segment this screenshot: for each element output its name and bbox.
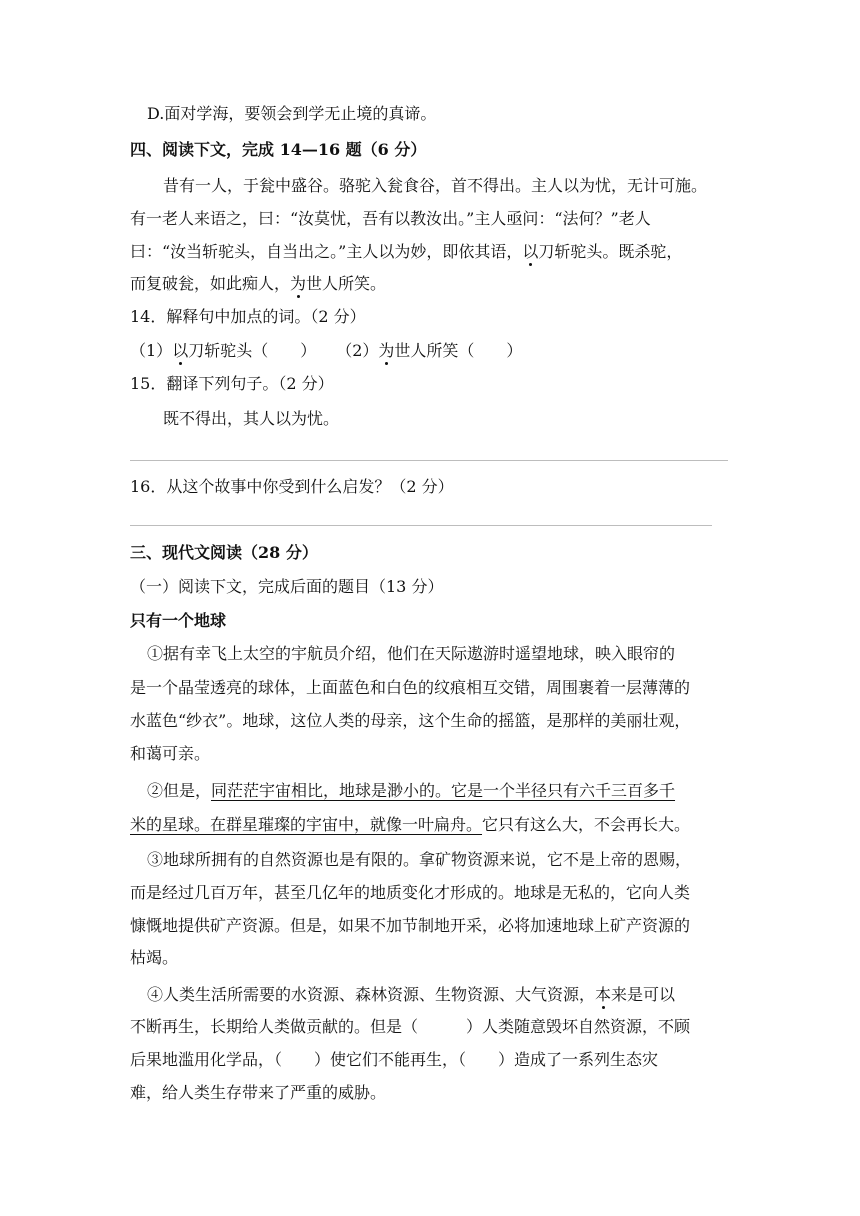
paragraph-4-line-2: 不断再生，长期给人类做贡献的。但是（ ）人类随意毁坏自然资源，不顾 [130, 1017, 691, 1036]
paragraph-3-line-1: ③地球所拥有的自然资源也是有限的。拿矿物资源来说，它不是上帝的恩赐， [147, 850, 692, 869]
section-four-heading: 四、阅读下文，完成 14—16 题（6 分） [130, 140, 427, 159]
paragraph-4-line-3: 后果地滥用化学品，（ ）使它们不能再生，（ ）造成了一系列生态灾 [130, 1050, 659, 1069]
dotted-word-yi: 以 [522, 242, 539, 261]
question-14: 14．解释句中加点的词。（2 分） [130, 307, 366, 326]
classical-passage-line-3: 曰：“汝当斩驼头，自当出之。”主人以为妙，即依其语，以刀斩驼头。既杀驼， [130, 242, 683, 261]
dotted-word-wei: 为 [290, 274, 307, 293]
paragraph-3-line-3: 慷慨地提供矿产资源。但是，如果不加节制地开采，必将加速地球上矿产资源的 [130, 916, 691, 935]
article-title: 只有一个地球 [130, 611, 227, 630]
option-d: D.面对学海，要领会到学无止境的真谛。 [147, 104, 437, 123]
section-three-subheading: （一）阅读下文，完成后面的题目（13 分） [130, 577, 444, 596]
paragraph-3-line-4: 枯竭。 [130, 948, 179, 967]
classical-passage-line-1: 昔有一人，于瓮中盛谷。骆驼入瓮食谷，首不得出。主人以为忧，无计可施。 [163, 176, 708, 195]
question-15: 15．翻译下列句子。（2 分） [130, 374, 334, 393]
paragraph-4-line-4: 难，给人类生存带来了严重的威胁。 [130, 1083, 387, 1102]
paragraph-1-line-4: 和蔼可亲。 [130, 744, 211, 763]
classical-passage-line-2: 有一老人来语之，曰：“汝莫忧，吾有以教汝出。”主人亟问：“法何？”老人 [130, 209, 651, 228]
paragraph-2-line-2: 米的星球。在群星璀璨的宇宙中，就像一叶扁舟。它只有这么大，不会再长大。 [130, 815, 691, 834]
paragraph-1-line-2: 是一个晶莹透亮的球体，上面蓝色和白色的纹痕相互交错，周围裹着一层薄薄的 [130, 678, 691, 697]
classical-passage-line-4: 而复破瓮，如此痴人，为世人所笑。 [130, 274, 387, 293]
question-15-sentence: 既不得出，其人以为忧。 [163, 409, 340, 428]
paragraph-3-line-2: 而是经过几百万年，甚至几亿年的地质变化才形成的。地球是无私的，它向人类 [130, 883, 691, 902]
section-three-heading: 三、现代文阅读（28 分） [130, 543, 318, 562]
answer-line-15[interactable] [130, 460, 728, 461]
question-14-items: （1）以刀斩驼头（ ） （2）为世人所笑（ ） [130, 341, 523, 360]
underlined-sentence-1: 同茫茫宇宙相比，地球是渺小的。它是一个半径只有六千三百多千 [211, 781, 676, 800]
answer-line-16[interactable] [130, 525, 712, 526]
paragraph-2-line-1: ②但是，同茫茫宇宙相比，地球是渺小的。它是一个半径只有六千三百多千 [147, 781, 676, 800]
paragraph-4-line-1: ④人类生活所需要的水资源、森林资源、生物资源、大气资源，本来是可以 [147, 985, 676, 1004]
dotted-word-ben: 本 [595, 985, 612, 1004]
underlined-sentence-2: 米的星球。在群星璀璨的宇宙中，就像一叶扁舟。 [130, 815, 483, 834]
dotted-word-wei-q: 为 [378, 341, 395, 360]
question-16: 16．从这个故事中你受到什么启发？（2 分） [130, 477, 454, 496]
paragraph-1-line-3: 水蓝色“纱衣”。地球，这位人类的母亲，这个生命的摇篮，是那样的美丽壮观， [130, 711, 691, 730]
paragraph-1-line-1: ①据有幸飞上太空的宇航员介绍，他们在天际遨游时遥望地球，映入眼帘的 [147, 644, 676, 663]
dotted-word-yi-q: 以 [172, 341, 189, 360]
